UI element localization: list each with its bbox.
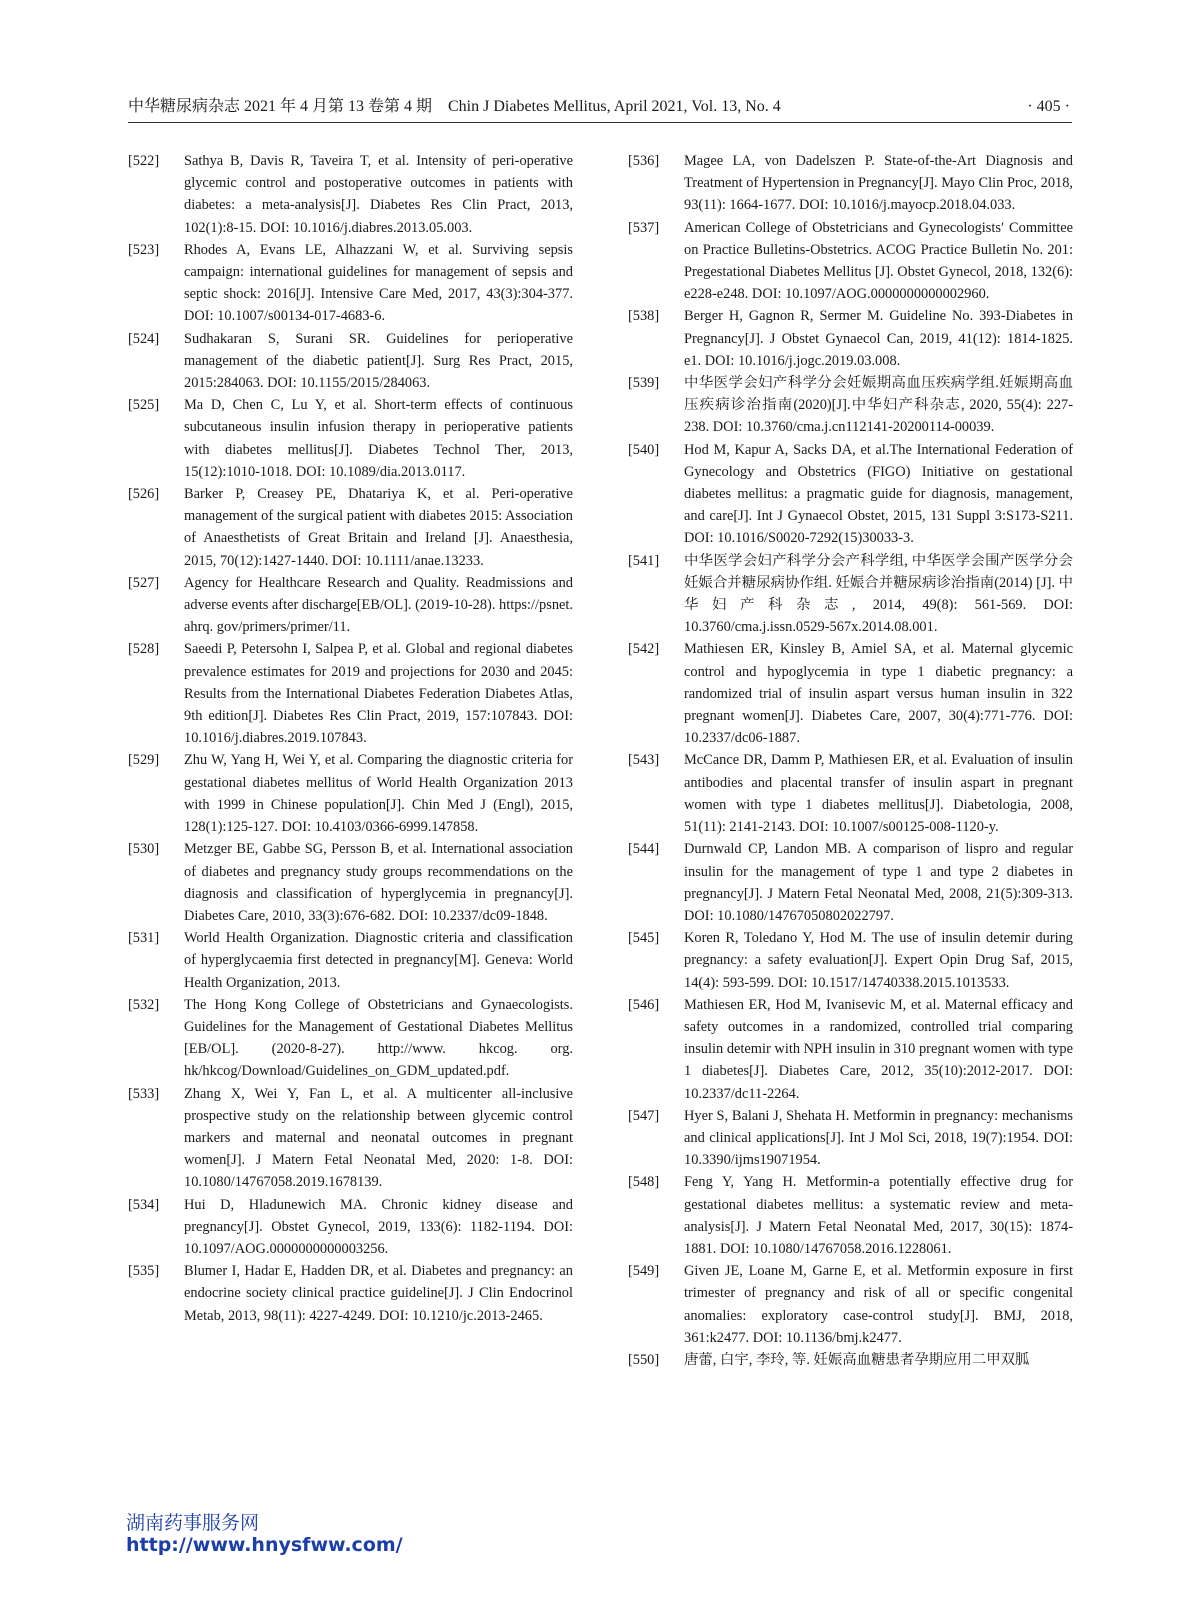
reference-entry bbox=[628, 927, 1073, 994]
reference-number: [531] bbox=[128, 930, 160, 947]
reference-text: World Health Organization. Diagnostic criteria and classification of hyperglycaemia first detected in pregnancy[M]. Geneva: World Health Organization, 2013. bbox=[184, 930, 573, 991]
reference-text: 中华医学会妇产科学分会产科学组, 中华医学会围产医学分会妊娠合并糖尿病协作组. 妊娠合并糖尿病诊治指南(2014) [J]. 中华妇产科杂志, 2014, 49(8): 561-569. DOI: 10.3760/cma.j.issn.0529-567x.2014.08.001. bbox=[684, 552, 1073, 636]
reference-number: [550] bbox=[628, 1351, 660, 1368]
reference-entry bbox=[628, 372, 1073, 439]
reference-number: [546] bbox=[628, 996, 660, 1013]
reference-entry bbox=[628, 1349, 1073, 1371]
reference-number: [522] bbox=[128, 153, 160, 169]
reference-text: McCance DR, Damm P, Mathiesen ER, et al. Evaluation of insulin antibodies and placental transfer of insulin aspart in pregnant women with type 1 diabetes mellitus[J]. Diabetologia, 2008, 51(11): 2141-2143. DOI: 10.1007/s00125-008-1120-y. bbox=[684, 752, 1073, 836]
reference-text: Zhu W, Yang H, Wei Y, et al. Comparing the diagnostic criteria for gestational diabetes mellitus of World Health Organization 2013 with 1999 in Chinese population[J]. Chin Med J (Engl), 2015, 128(1):125-127. DOI: 10.4103/0366-6999.147858. bbox=[184, 752, 573, 836]
reference-number: [525] bbox=[128, 397, 160, 414]
reference-number: [542] bbox=[628, 641, 660, 658]
reference-entry bbox=[628, 1171, 1073, 1260]
reference-entry bbox=[128, 1194, 573, 1261]
reference-entry bbox=[628, 838, 1073, 927]
reference-text: Barker P, Creasey PE, Dhatariya K, et al. Peri-operative management of the surgical patient with diabetes 2015: Association of Anaesthetists of Great Britain and Ireland [J]. Anaesthesia, 2015, 70(12):1427-1440. DOI: 10.1111/anae.13233. bbox=[184, 486, 573, 569]
reference-number: [538] bbox=[628, 308, 660, 325]
reference-entry bbox=[628, 150, 1073, 217]
page-number: · 405 · bbox=[1027, 98, 1070, 115]
reference-text: Blumer I, Hadar E, Hadden DR, et al. Diabetes and pregnancy: an endocrine society clinical practice guideline[J]. J Clin Endocrinol Metab, 2013, 98(11): 4227-4249. DOI: 10.1210/jc.2013-2465. bbox=[184, 1263, 573, 1324]
reference-text: Durnwald CP, Landon MB. A comparison of lispro and regular insulin for the management of type 1 and type 2 diabetes in pregnancy[J]. J Matern Fetal Neonatal Med, 2008, 21(5):309-313. DOI: 10.1080/14767050802022797. bbox=[684, 841, 1073, 924]
watermark-footer bbox=[126, 1512, 403, 1556]
right-reference-column bbox=[628, 150, 1073, 1371]
reference-number: [539] bbox=[628, 375, 660, 392]
reference-entry bbox=[128, 994, 573, 1083]
reference-entry bbox=[628, 1260, 1073, 1349]
reference-number: [529] bbox=[128, 752, 160, 769]
reference-text: Feng Y, Yang H. Metformin-a potentially effective drug for gestational diabetes mellitus: a systematic review and meta-analysis[J]. J Matern Fetal Neonatal Med, 2017, 30(15): 1874-1881. DOI: 10.1080/14767058.2016.1228061. bbox=[684, 1174, 1073, 1257]
reference-entry bbox=[128, 1083, 573, 1194]
reference-text: 唐蕾, 白宇, 李玲, 等. 妊娠高血糖患者孕期应用二甲双胍 bbox=[684, 1351, 1030, 1368]
reference-number: [541] bbox=[628, 552, 660, 569]
reference-number: [547] bbox=[628, 1107, 660, 1124]
running-header bbox=[128, 96, 1072, 123]
reference-number: [533] bbox=[128, 1085, 160, 1102]
reference-text: 中华医学会妇产科学分会妊娠期高血压疾病学组.妊娠期高血压疾病诊治指南(2020)[J].中华妇产科杂志, 2020, 55(4): 227-238. DOI: 10.3760/cma.j.cn112141-20200114-00039. bbox=[684, 375, 1073, 436]
reference-number: [534] bbox=[128, 1196, 160, 1213]
reference-number: [526] bbox=[128, 486, 160, 503]
reference-text: Ma D, Chen C, Lu Y, et al. Short-term effects of continuous subcutaneous insulin infusion therapy in perioperative patients with diabetes mellitus[J]. Diabetes Technol Ther, 2013, 15(12):1010-1018. DOI: 10.1089/dia.2013.0117. bbox=[184, 397, 573, 480]
reference-entry bbox=[628, 439, 1073, 550]
reference-entry bbox=[628, 550, 1073, 639]
reference-number: [523] bbox=[128, 241, 160, 258]
site-name: 湖南药事服务网 bbox=[126, 1512, 260, 1534]
journal-info: 中华糖尿病杂志 2021 年 4 月第 13 卷第 4 期 Chin J Diabetes Mellitus, April 2021, Vol. 13, No. 4 bbox=[128, 98, 781, 115]
reference-entry bbox=[128, 749, 573, 838]
reference-number: [532] bbox=[128, 996, 160, 1013]
reference-text: Saeedi P, Petersohn I, Salpea P, et al. Global and regional diabetes prevalence estimates for 2019 and projections for 2030 and 2045: Results from the International Diabetes Federation Diabetes Atlas, 9th edition[J]. Diabetes Res Clin Pract, 2019, 157:107843. DOI: 10.1016/j.diabres.2019.107843. bbox=[184, 641, 573, 747]
reference-entry bbox=[128, 1260, 573, 1327]
reference-text: Agency for Healthcare Research and Quality. Readmissions and adverse events after discharge[EB/OL]. (2019-10-28). https://psnet. ahrq. gov/primers/primer/11. bbox=[184, 574, 573, 636]
reference-text: Mathiesen ER, Kinsley B, Amiel SA, et al. Maternal glycemic control and hypoglycemia in type 1 diabetic pregnancy: a randomized trial of insulin aspart versus human insulin in 322 pregnant women[J]. Diabetes Care, 2007, 30(4):771-776. DOI: 10.2337/dc06-1887. bbox=[684, 641, 1073, 747]
reference-number: [537] bbox=[628, 219, 660, 236]
reference-text: Hod M, Kapur A, Sacks DA, et al.The International Federation of Gynecology and Obstetrics (FIGO) Initiative on gestational diabetes mellitus: a pragmatic guide for diagnosis, management, and care[J]. Int J Gynaecol Obstet, 2015, 131 Suppl 3:S173-S211. DOI: 10.1016/S0020-7292(15)30033-3. bbox=[684, 441, 1073, 547]
reference-entry bbox=[628, 994, 1073, 1105]
reference-text: American College of Obstetricians and Gynecologists′ Committee on Practice Bulletins-Obstetrics. ACOG Practice Bulletin No. 201: Pregestational Diabetes Mellitus [J]. Obstet Gynecol, 2018, 132(6): e228-e248. DOI: 10.1097/AOG.0000000000002960. bbox=[684, 219, 1073, 303]
reference-number: [543] bbox=[628, 752, 660, 769]
reference-entry bbox=[128, 483, 573, 572]
reference-number: [545] bbox=[628, 930, 660, 947]
reference-number: [549] bbox=[628, 1263, 660, 1280]
reference-entry bbox=[128, 838, 573, 927]
reference-text: Given JE, Loane M, Garne E, et al. Metformin exposure in first trimester of pregnancy and risk of all or specific congenital anomalies: exploratory case-control study[J]. BMJ, 2018, 361:k2477. DOI: 10.1136/bmj.k2477. bbox=[684, 1263, 1073, 1346]
reference-number: [524] bbox=[128, 330, 160, 347]
reference-number: [536] bbox=[628, 153, 660, 169]
reference-text: Zhang X, Wei Y, Fan L, et al. A multicenter all-inclusive prospective study on the relationship between glycemic control markers and maternal and neonatal outcomes in pregnant women[J]. J Matern Fetal Neonatal Med, 2020: 1-8. DOI: 10.1080/14767058.2019.1678139. bbox=[184, 1085, 573, 1191]
reference-text: Sudhakaran S, Surani SR. Guidelines for perioperative management of the diabetic patient[J]. Surg Res Pract, 2015, 2015:284063. DOI: 10.1155/2015/284063. bbox=[184, 330, 573, 392]
reference-entry bbox=[628, 1105, 1073, 1172]
reference-text: The Hong Kong College of Obstetricians and Gynaecologists. Guidelines for the Management of Gestational Diabetes Mellitus [EB/OL]. (2020-8-27). http://www. hkcog. org. hk/hkcog/Download/Guidelines_on_GDM_updated.pdf. bbox=[184, 996, 573, 1080]
reference-number: [548] bbox=[628, 1174, 660, 1191]
reference-text: Magee LA, von Dadelszen P. State-of-the-Art Diagnosis and Treatment of Hypertension in Pregnancy[J]. Mayo Clin Proc, 2018, 93(11): 1664-1677. DOI: 10.1016/j.mayocp.2018.04.033. bbox=[684, 153, 1073, 214]
reference-entry bbox=[128, 394, 573, 483]
reference-number: [540] bbox=[628, 441, 660, 458]
reference-number: [528] bbox=[128, 641, 160, 658]
reference-entry bbox=[128, 239, 573, 328]
reference-entry bbox=[628, 217, 1073, 306]
reference-number: [527] bbox=[128, 574, 160, 591]
reference-entry bbox=[128, 150, 573, 239]
reference-entry bbox=[128, 638, 573, 749]
reference-number: [530] bbox=[128, 841, 160, 858]
reference-entry bbox=[628, 305, 1073, 372]
reference-entry bbox=[628, 749, 1073, 838]
reference-entry bbox=[128, 927, 573, 994]
reference-number: [544] bbox=[628, 841, 660, 858]
reference-text: Koren R, Toledano Y, Hod M. The use of insulin detemir during pregnancy: a safety evaluation[J]. Expert Opin Drug Saf, 2015, 14(4): 593-599. DOI: 10.1517/14740338.2015.1013533. bbox=[684, 930, 1073, 991]
reference-entry bbox=[128, 328, 573, 395]
reference-text: Hyer S, Balani J, Shehata H. Metformin in pregnancy: mechanisms and clinical applications[J]. Int J Mol Sci, 2018, 19(7):1954. DOI: 10.3390/ijms19071954. bbox=[684, 1107, 1073, 1169]
left-reference-column bbox=[128, 150, 573, 1327]
reference-entry bbox=[128, 572, 573, 639]
reference-text: Berger H, Gagnon R, Sermer M. Guideline No. 393-Diabetes in Pregnancy[J]. J Obstet Gynaecol Can, 2019, 41(12): 1814-1825. e1. DOI: 10.1016/j.jogc.2019.03.008. bbox=[684, 308, 1073, 369]
reference-text: Mathiesen ER, Hod M, Ivanisevic M, et al. Maternal efficacy and safety outcomes in a randomized, controlled trial comparing insulin detemir with NPH insulin in 310 pregnant women with type 1 diabetes[J]. Diabetes Care, 2012, 35(10):2012-2017. DOI: 10.2337/dc11-2264. bbox=[684, 996, 1073, 1102]
site-url-link[interactable]: http://www.hnysfww.com/ bbox=[126, 1534, 403, 1556]
reference-text: Sathya B, Davis R, Taveira T, et al. Intensity of peri-operative glycemic control and postoperative outcomes in patients with diabetes: a meta-analysis[J]. Diabetes Res Clin Pract, 2013, 102(1):8-15. DOI: 10.1016/j.diabres.2013.05.003. bbox=[184, 153, 573, 236]
reference-text: Metzger BE, Gabbe SG, Persson B, et al. International association of diabetes and pregnancy study groups recommendations on the diagnosis and classification of hyperglycemia in pregnancy[J]. Diabetes Care, 2010, 33(3):676-682. DOI: 10.2337/dc09-1848. bbox=[184, 841, 573, 924]
reference-entry bbox=[628, 638, 1073, 749]
reference-number: [535] bbox=[128, 1263, 160, 1280]
reference-text: Hui D, Hladunewich MA. Chronic kidney disease and pregnancy[J]. Obstet Gynecol, 2019, 133(6): 1182-1194. DOI: 10.1097/AOG.0000000000003256. bbox=[184, 1196, 573, 1257]
reference-text: Rhodes A, Evans LE, Alhazzani W, et al. Surviving sepsis campaign: international guidelines for management of sepsis and septic shock: 2016[J]. Intensive Care Med, 2017, 43(3):304-377. DOI: 10.1007/s00134-017-4683-6. bbox=[184, 241, 573, 325]
